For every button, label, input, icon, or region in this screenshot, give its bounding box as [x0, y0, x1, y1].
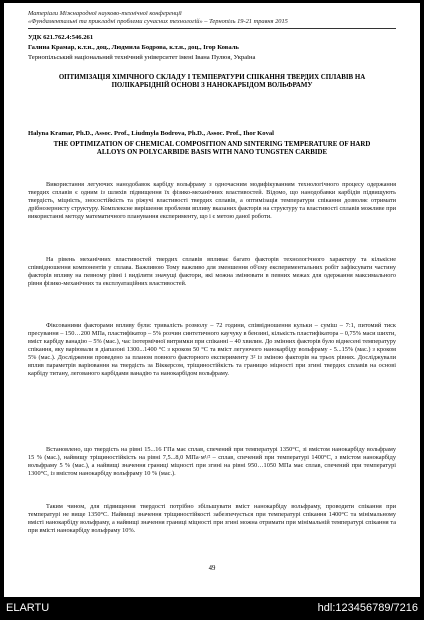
body-paragraph [28, 181, 396, 221]
paragraph-text: Фіксованими факторами впливу були: тривалість розмолу – 72 години, співвідношення кульки – суміш – 7:1, питомий тиск пресування – 150…200 МПа, пластифікатор – 5% розчин синтетичного каучуку в бензині, кількість пластифікатора – 0,75% маси шихти, вміст карбіду ванадію – 5% (мас.), час ізотермічної витримки при спіканні – 40 хвилин. До змінних факторів було віднесені температуру спікання, яку варіювали в діапазоні 1300...1400 °C з кроком 50 °C та вміст легуючого нанокарбіду вольфраму - 5...15% (мас.) з кроком 5% (мас.). Дослідження проведено за планом повного факторного експерименту 3² із зміною факторів на трьох рівнях. Досліджували вплив параметрів варіювання на твердість за Віккерсом, тріщиностійкість та границю міцності при згині твердих сплавів на основі карбіду титану, легованого карбідами ванадію та нанокарбідом вольфраму. [28, 322, 396, 378]
body-paragraph [28, 256, 396, 288]
header-line-1: Матеріали Міжнародної науково-технічної конференції [28, 10, 182, 17]
paragraph-text: На рівень механічних властивостей твердих сплавів впливає багато факторів технологічного характеру та кількісне співвідношення компонентів у сплава. Важливою Тому важливо для зменшення об'єму експериментальних робіт зафіксувати частину факторів впливу на певному рівні і виділити значущі фактори, які можна змінювати в певних межах для одержання максимального рівня фізико-механічних та експлуатаційних властивостей. [28, 256, 396, 288]
paragraph-text: Встановлено, що твердість на рівні 15...16 ГПа має сплав, спечений при температурі 1350°C, зі вмістом нанокарбіду вольфраму 15 % (мас.), найвищу тріщиностійкість на рівні 7,5...8,0 МПа·м¹/² – сплав, спечений при температурі 1400°C, з вмістом нанокарбіду вольфраму 5 % (мас.), а найвищі значення границі міцності при згині на рівні 950…1050 МПа має сплав, спечений при температурі 1300°C, із вмістом нанокарбіду вольфраму 10 % (мас.). [28, 446, 396, 478]
body-paragraph [28, 322, 396, 378]
body-paragraph [28, 503, 396, 535]
header-rule [28, 28, 396, 29]
title-ua: ОПТИМІЗАЦІЯ ХІМІЧНОГО СКЛАДУ І ТЕМПЕРАТУРИ СПІКАННЯ ТВЕРДИХ СПЛАВІВ НА ПОЛІКАРБІДНІЙ ОСНОВІ З НАНОКАРБІДОМ ВОЛЬФРАМУ [58, 74, 366, 90]
title-en: THE OPTIMIZATION OF CHEMICAL COMPOSITION AND SINTERING TEMPERATURE OF HARD ALLOYS ON POLYCARBIDE BASIS WITH NANO TUNGSTEN CARBIDE [53, 141, 371, 157]
affiliation: Тернопільський національний технічний університет імені Івана Пулюя, Україна [28, 54, 256, 61]
page-number: 49 [208, 565, 216, 572]
udc-code: УДК 621.762.4:546.261 [28, 34, 94, 41]
document-page [4, 3, 420, 597]
paragraph-text: Використання легуючих нанодобавок карбіду вольфраму з одночасним модифікуванням технологічного процесу одержання твердих сплавів є одним із шляхів підвищення їх фізико-механічних властивостей. Відомо, що нанодобавки карбідів підвищують твердість, міцність, зносостійкість та ріжучі властивості твердих сплавів, а оптимізація температури спікання дозволяє отримати дрібнозернисту структуру. Комплексне вирішення проблеми впливу вказаних факторів на структуру та властивості сплавів можливе при використанні методу математичного планування експерименту, що і є метою даної роботи. [28, 181, 396, 221]
authors-ua: Галина Крамар, к.т.н., доц., Людмила Бодрова, к.т.н., доц., Ігор Коваль [28, 44, 239, 51]
handle-identifier: hdl:123456789/7216 [317, 602, 418, 614]
viewer-footer-bar [0, 597, 424, 620]
header-line-2: «Фундаментальні та прикладні проблеми сучасних технологій» – Тернопіль 19-21 травня 2015 [28, 18, 288, 25]
authors-en: Halyna Kramar, Ph.D., Assoc. Prof., Liudmyla Bodrova, Ph.D., Assoc. Prof., Ihor Koval [28, 130, 274, 137]
running-header [28, 10, 288, 26]
body-paragraph [28, 446, 396, 478]
repository-label: ELARTU [6, 602, 50, 614]
paragraph-text: Таким чином, для підвищення твердості потрібно збільшувати вміст нанокарбіду вольфраму, проводити спікання при температурі не вище 1350°C. Найвищі значення тріщиностійкості забезпечується при температурі спікання 1400°C та мінімальному вмісті нанокарбіду вольфраму, а найвищі значення границі міцності при згині можна отримати при мінімальній температурі спікання та при вмісті нанокарбіду вольфраму 10%. [28, 503, 396, 535]
